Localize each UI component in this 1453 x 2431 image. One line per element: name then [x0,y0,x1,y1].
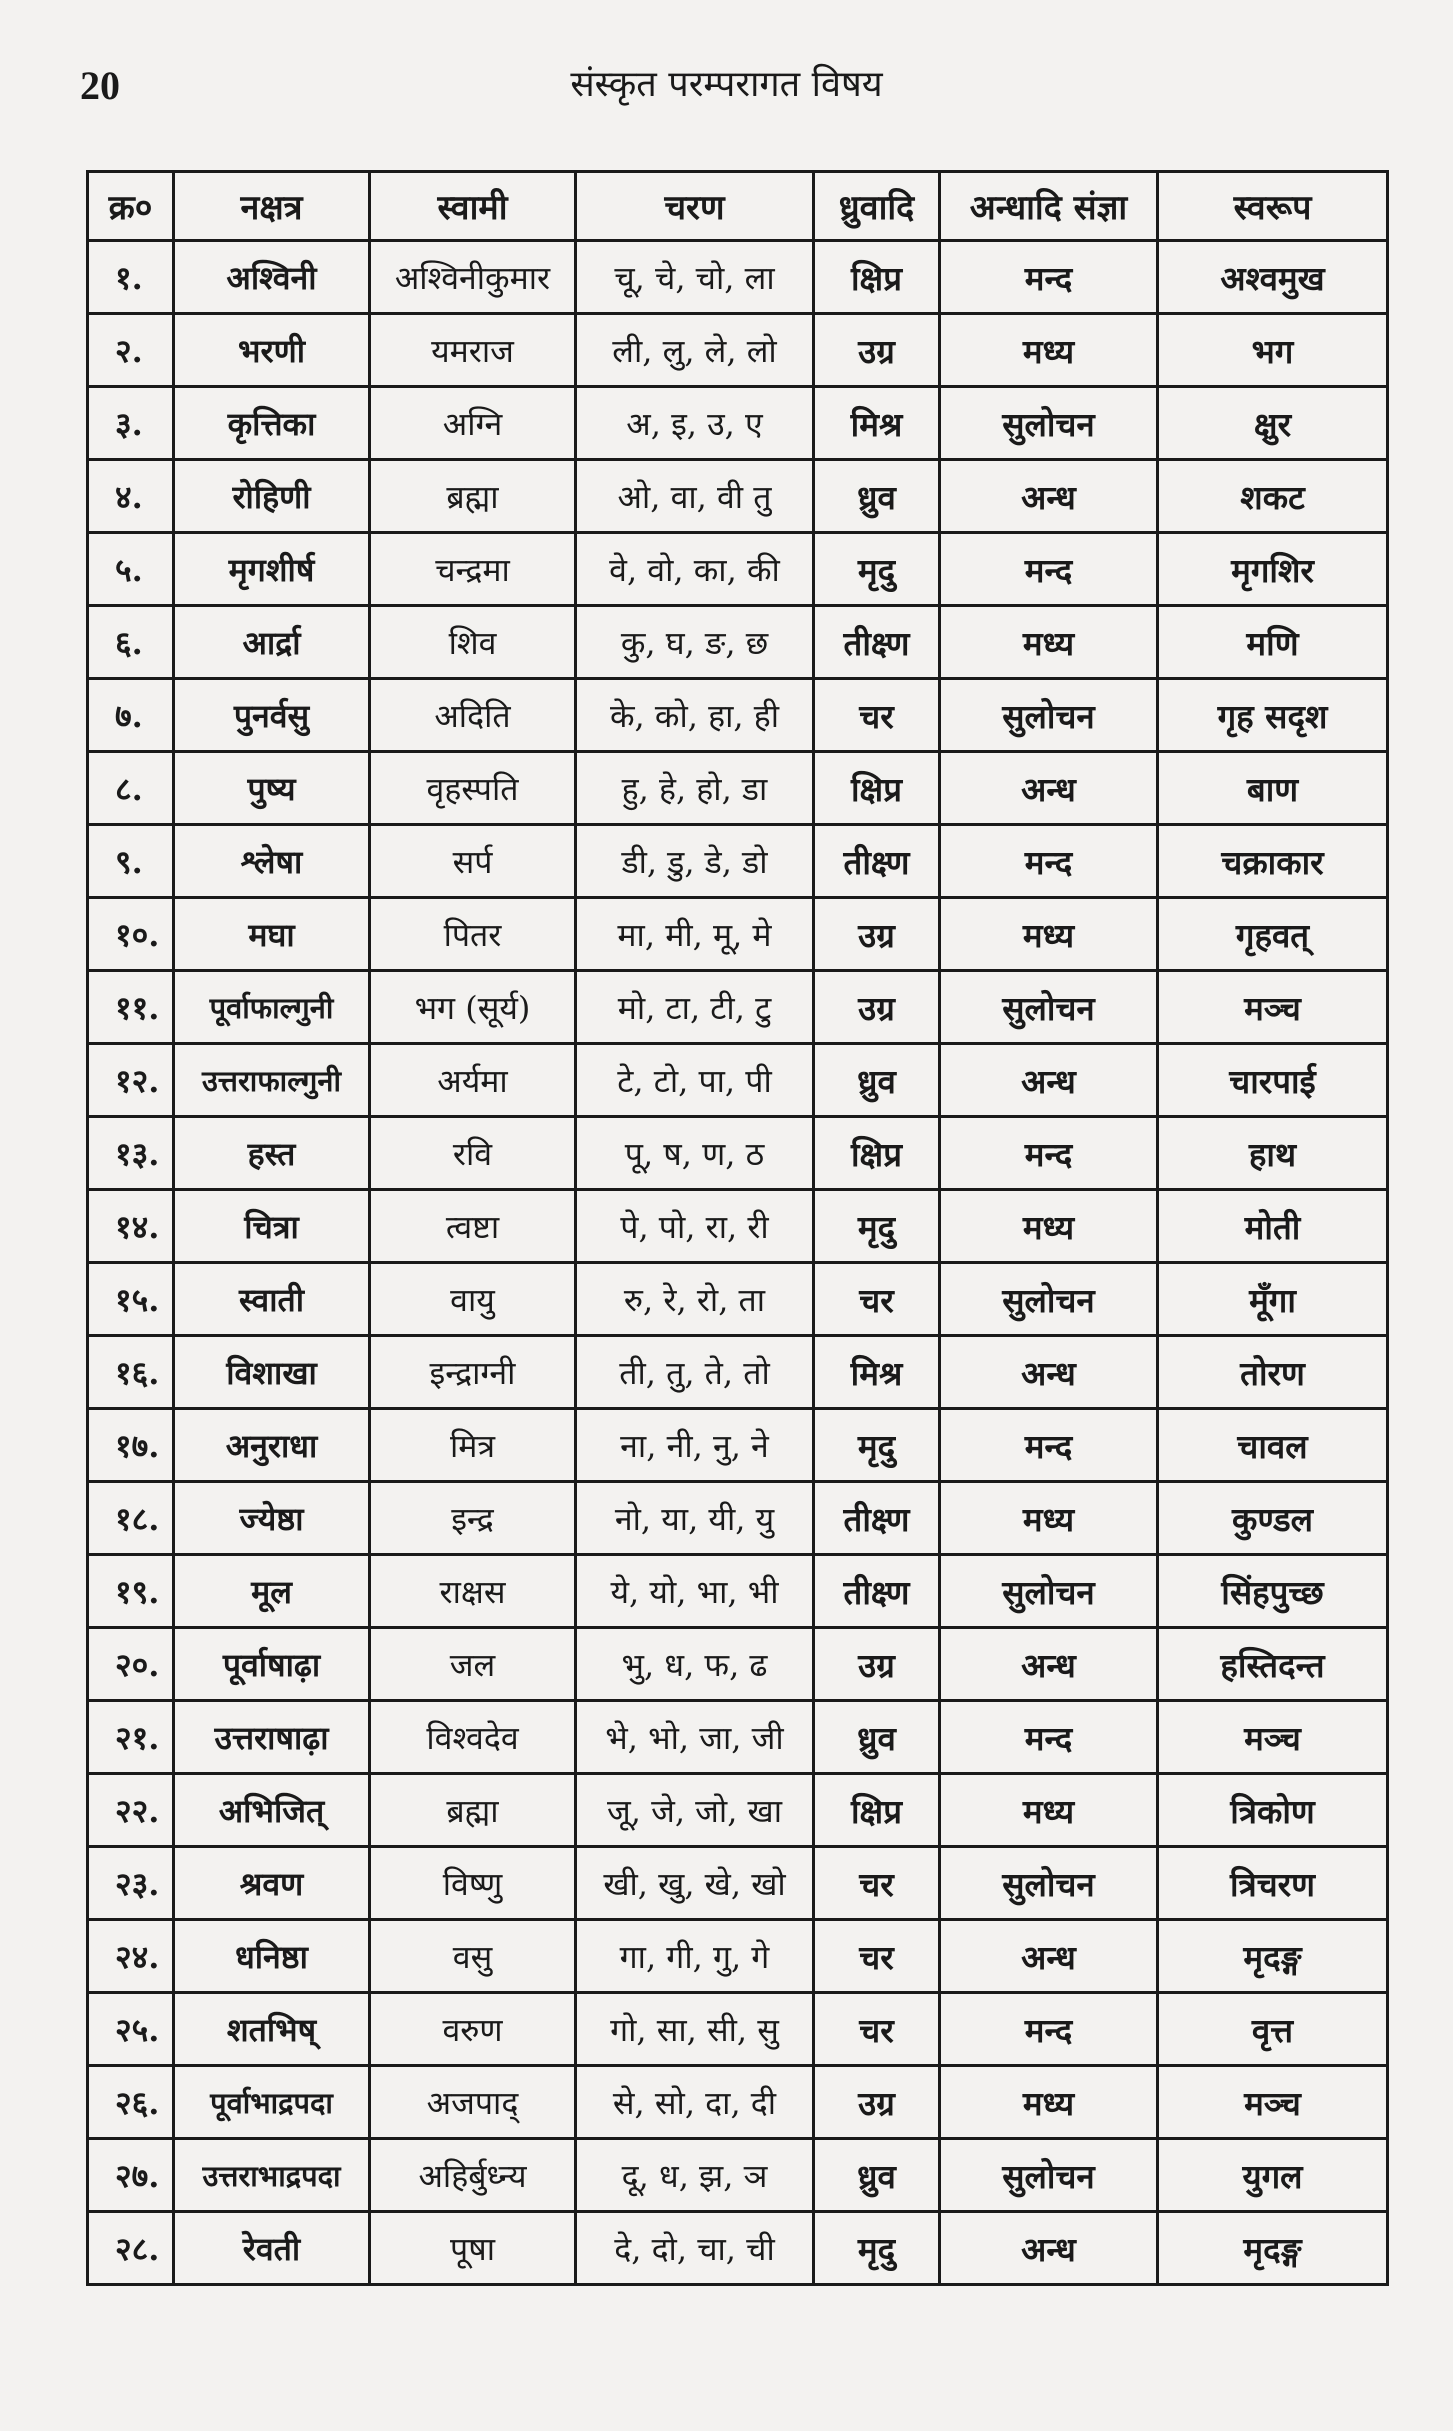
cell-swaroop: तोरण [1158,1336,1388,1409]
header-andhadi: अन्धादि संज्ञा [940,172,1158,241]
table-row [88,1701,1388,1774]
cell-swami: ब्रह्मा [370,1774,576,1847]
table-row [88,2212,1388,2285]
cell-nakshatra: पूर्वाभाद्रपदा [174,2066,370,2139]
cell-andhadi: सुलोचन [940,387,1158,460]
cell-serial: २६. [88,2066,174,2139]
cell-dhruvadi: मृदु [814,2212,940,2285]
cell-nakshatra: मूल [174,1555,370,1628]
cell-andhadi: मन्द [940,825,1158,898]
cell-swaroop: त्रिचरण [1158,1847,1388,1920]
cell-serial: २०. [88,1628,174,1701]
cell-nakshatra: पूर्वाषाढ़ा [174,1628,370,1701]
cell-swami: अदिति [370,679,576,752]
cell-swami: अहिर्बुध्न्य [370,2139,576,2212]
cell-serial: १७. [88,1409,174,1482]
cell-charan: ना, नी, नु, ने [576,1409,814,1482]
cell-dhruvadi: तीक्ष्ण [814,606,940,679]
cell-dhruvadi: मृदु [814,533,940,606]
cell-charan: गा, गी, गु, गे [576,1920,814,1993]
table-row [88,971,1388,1044]
cell-andhadi: मध्य [940,1774,1158,1847]
cell-andhadi: मन्द [940,1993,1158,2066]
table-row [88,1409,1388,1482]
table-row [88,314,1388,387]
cell-nakshatra: अश्विनी [174,241,370,314]
cell-nakshatra: आर्द्रा [174,606,370,679]
cell-nakshatra: अनुराधा [174,1409,370,1482]
table-row [88,241,1388,314]
cell-andhadi: मन्द [940,1409,1158,1482]
cell-swami: जल [370,1628,576,1701]
cell-charan: ओ, वा, वी तु [576,460,814,533]
cell-serial: ७. [88,679,174,752]
cell-serial: १९. [88,1555,174,1628]
cell-serial: २८. [88,2212,174,2285]
cell-nakshatra: हस्त [174,1117,370,1190]
cell-nakshatra: उत्तराभाद्रपदा [174,2139,370,2212]
cell-swami: अजपाद् [370,2066,576,2139]
cell-serial: १५. [88,1263,174,1336]
cell-swami: पूषा [370,2212,576,2285]
cell-dhruvadi: तीक्ष्ण [814,825,940,898]
header-swaroop: स्वरूप [1158,172,1388,241]
cell-swaroop: भग [1158,314,1388,387]
table-header-row [88,172,1388,241]
cell-andhadi: अन्ध [940,1920,1158,1993]
header-nakshatra: नक्षत्र [174,172,370,241]
cell-nakshatra: मघा [174,898,370,971]
cell-swaroop: मृदङ्ग [1158,2212,1388,2285]
cell-serial: २१. [88,1701,174,1774]
cell-andhadi: सुलोचन [940,1555,1158,1628]
cell-dhruvadi: ध्रुव [814,2139,940,2212]
cell-swaroop: चावल [1158,1409,1388,1482]
cell-andhadi: अन्ध [940,752,1158,825]
table-row [88,460,1388,533]
cell-swaroop: बाण [1158,752,1388,825]
cell-charan: भे, भो, जा, जी [576,1701,814,1774]
table-row [88,1044,1388,1117]
cell-nakshatra: उत्तराषाढ़ा [174,1701,370,1774]
cell-dhruvadi: उग्र [814,971,940,1044]
cell-charan: जू, जे, जो, खा [576,1774,814,1847]
cell-serial: १४. [88,1190,174,1263]
cell-swami: अग्नि [370,387,576,460]
table-row [88,825,1388,898]
cell-andhadi: मन्द [940,1117,1158,1190]
cell-serial: १८. [88,1482,174,1555]
cell-swaroop: वृत्त [1158,1993,1388,2066]
table-row [88,679,1388,752]
cell-charan: अ, इ, उ, ए [576,387,814,460]
cell-charan: हु, हे, हो, डा [576,752,814,825]
cell-charan: के, को, हा, ही [576,679,814,752]
cell-serial: २५. [88,1993,174,2066]
cell-swami: इन्द्राग्नी [370,1336,576,1409]
cell-serial: १३. [88,1117,174,1190]
running-head: संस्कृत परम्परागत विषय [570,64,883,105]
cell-andhadi: सुलोचन [940,1263,1158,1336]
table-row [88,1263,1388,1336]
cell-swaroop: मृगशिर [1158,533,1388,606]
cell-swami: भग (सूर्य) [370,971,576,1044]
cell-serial: १६. [88,1336,174,1409]
cell-serial: ९. [88,825,174,898]
cell-dhruvadi: चर [814,1920,940,1993]
cell-swaroop: हस्तिदन्त [1158,1628,1388,1701]
cell-nakshatra: पूर्वाफाल्गुनी [174,971,370,1044]
cell-nakshatra: उत्तराफाल्गुनी [174,1044,370,1117]
header-swami: स्वामी [370,172,576,241]
cell-nakshatra: रेवती [174,2212,370,2285]
cell-serial: १. [88,241,174,314]
cell-swami: इन्द्र [370,1482,576,1555]
cell-swami: वरुण [370,1993,576,2066]
cell-swami: मित्र [370,1409,576,1482]
cell-swaroop: मृदङ्ग [1158,1920,1388,1993]
cell-nakshatra: अभिजित् [174,1774,370,1847]
cell-andhadi: सुलोचन [940,971,1158,1044]
cell-charan: ती, तु, ते, तो [576,1336,814,1409]
header-dhruvadi: ध्रुवादि [814,172,940,241]
table-row [88,1993,1388,2066]
cell-dhruvadi: चर [814,1263,940,1336]
cell-serial: ३. [88,387,174,460]
table-row [88,1117,1388,1190]
cell-serial: २. [88,314,174,387]
cell-charan: चू, चे, चो, ला [576,241,814,314]
cell-nakshatra: धनिष्ठा [174,1920,370,1993]
cell-swami: चन्द्रमा [370,533,576,606]
cell-swami: ब्रह्मा [370,460,576,533]
cell-nakshatra: विशाखा [174,1336,370,1409]
cell-charan: भु, ध, फ, ढ [576,1628,814,1701]
cell-dhruvadi: ध्रुव [814,1701,940,1774]
cell-dhruvadi: चर [814,679,940,752]
cell-dhruvadi: चर [814,1993,940,2066]
cell-charan: नो, या, यी, यु [576,1482,814,1555]
cell-swaroop: मणि [1158,606,1388,679]
cell-charan: रु, रे, रो, ता [576,1263,814,1336]
cell-andhadi: सुलोचन [940,679,1158,752]
cell-charan: ये, यो, भा, भी [576,1555,814,1628]
cell-swaroop: मोती [1158,1190,1388,1263]
nakshatra-table-container [86,170,1386,2286]
cell-andhadi: अन्ध [940,1336,1158,1409]
cell-nakshatra: शतभिष् [174,1993,370,2066]
header-charan: चरण [576,172,814,241]
cell-nakshatra: पुष्य [174,752,370,825]
cell-swaroop: गृह सदृश [1158,679,1388,752]
cell-dhruvadi: मृदु [814,1190,940,1263]
cell-swaroop: मञ्च [1158,1701,1388,1774]
cell-nakshatra: ज्येष्ठा [174,1482,370,1555]
cell-serial: ५. [88,533,174,606]
table-row [88,898,1388,971]
cell-dhruvadi: उग्र [814,898,940,971]
table-row [88,1920,1388,1993]
table-row [88,606,1388,679]
cell-andhadi: मन्द [940,1701,1158,1774]
cell-dhruvadi: उग्र [814,2066,940,2139]
cell-swami: वृहस्पति [370,752,576,825]
cell-dhruvadi: क्षिप्र [814,1117,940,1190]
cell-swami: विष्णु [370,1847,576,1920]
header-serial: क्र० [88,172,174,241]
cell-serial: ८. [88,752,174,825]
cell-swami: वसु [370,1920,576,1993]
cell-nakshatra: पुनर्वसु [174,679,370,752]
cell-charan: मो, टा, टी, टु [576,971,814,1044]
cell-dhruvadi: तीक्ष्ण [814,1555,940,1628]
cell-dhruvadi: ध्रुव [814,460,940,533]
cell-andhadi: मध्य [940,1482,1158,1555]
cell-charan: वे, वो, का, की [576,533,814,606]
table-row [88,1847,1388,1920]
cell-swaroop: मञ्च [1158,2066,1388,2139]
cell-dhruvadi: चर [814,1847,940,1920]
cell-charan: पू, ष, ण, ठ [576,1117,814,1190]
cell-dhruvadi: ध्रुव [814,1044,940,1117]
cell-serial: २३. [88,1847,174,1920]
table-row [88,387,1388,460]
cell-andhadi: मन्द [940,241,1158,314]
cell-andhadi: मन्द [940,533,1158,606]
cell-swaroop: चक्राकार [1158,825,1388,898]
cell-serial: ६. [88,606,174,679]
cell-serial: ११. [88,971,174,1044]
cell-andhadi: मध्य [940,2066,1158,2139]
cell-swami: रवि [370,1117,576,1190]
cell-andhadi: मध्य [940,606,1158,679]
cell-swaroop: कुण्डल [1158,1482,1388,1555]
cell-andhadi: अन्ध [940,1628,1158,1701]
table-row [88,1628,1388,1701]
cell-swaroop: क्षुर [1158,387,1388,460]
page-number: 20 [80,63,120,108]
cell-nakshatra: रोहिणी [174,460,370,533]
table-row [88,1190,1388,1263]
cell-nakshatra: चित्रा [174,1190,370,1263]
cell-serial: २४. [88,1920,174,1993]
cell-swaroop: मूँगा [1158,1263,1388,1336]
cell-charan: से, सो, दा, दी [576,2066,814,2139]
cell-swaroop: गृहवत् [1158,898,1388,971]
cell-charan: दे, दो, चा, ची [576,2212,814,2285]
cell-nakshatra: भरणी [174,314,370,387]
table-body [88,241,1388,2285]
cell-nakshatra: श्लेषा [174,825,370,898]
cell-swami: त्वष्टा [370,1190,576,1263]
cell-charan: डी, डु, डे, डो [576,825,814,898]
cell-charan: गो, सा, सी, सु [576,1993,814,2066]
table-row [88,1336,1388,1409]
cell-swaroop: मञ्च [1158,971,1388,1044]
nakshatra-table [86,170,1389,2286]
cell-swaroop: त्रिकोण [1158,1774,1388,1847]
cell-swami: राक्षस [370,1555,576,1628]
cell-swami: सर्प [370,825,576,898]
cell-dhruvadi: क्षिप्र [814,752,940,825]
cell-swami: पितर [370,898,576,971]
cell-dhruvadi: क्षिप्र [814,1774,940,1847]
cell-charan: पे, पो, रा, री [576,1190,814,1263]
cell-charan: कु, घ, ङ, छ [576,606,814,679]
cell-nakshatra: मृगशीर्ष [174,533,370,606]
cell-charan: ली, लु, ले, लो [576,314,814,387]
cell-serial: १२. [88,1044,174,1117]
cell-swami: शिव [370,606,576,679]
cell-swaroop: अश्वमुख [1158,241,1388,314]
cell-dhruvadi: मिश्र [814,387,940,460]
cell-charan: मा, मी, मू, मे [576,898,814,971]
cell-swami: अर्यमा [370,1044,576,1117]
cell-serial: २७. [88,2139,174,2212]
cell-andhadi: सुलोचन [940,2139,1158,2212]
table-row [88,533,1388,606]
table-row [88,2066,1388,2139]
table-row [88,1482,1388,1555]
cell-andhadi: मध्य [940,1190,1158,1263]
cell-andhadi: सुलोचन [940,1847,1158,1920]
cell-swaroop: सिंहपुच्छ [1158,1555,1388,1628]
cell-swaroop: शकट [1158,460,1388,533]
cell-andhadi: अन्ध [940,460,1158,533]
cell-dhruvadi: तीक्ष्ण [814,1482,940,1555]
cell-andhadi: मध्य [940,898,1158,971]
cell-nakshatra: कृत्तिका [174,387,370,460]
cell-dhruvadi: उग्र [814,314,940,387]
cell-nakshatra: श्रवण [174,1847,370,1920]
cell-swaroop: चारपाई [1158,1044,1388,1117]
cell-dhruvadi: मृदु [814,1409,940,1482]
cell-serial: २२. [88,1774,174,1847]
cell-dhruvadi: उग्र [814,1628,940,1701]
cell-swami: विश्वदेव [370,1701,576,1774]
cell-charan: खी, खु, खे, खो [576,1847,814,1920]
cell-swaroop: युगल [1158,2139,1388,2212]
cell-serial: १०. [88,898,174,971]
cell-andhadi: अन्ध [940,1044,1158,1117]
cell-charan: टे, टो, पा, पी [576,1044,814,1117]
table-row [88,1555,1388,1628]
cell-charan: दू, ध, झ, ञ [576,2139,814,2212]
cell-nakshatra: स्वाती [174,1263,370,1336]
cell-andhadi: अन्ध [940,2212,1158,2285]
cell-dhruvadi: मिश्र [814,1336,940,1409]
cell-swaroop: हाथ [1158,1117,1388,1190]
cell-andhadi: मध्य [940,314,1158,387]
cell-swami: वायु [370,1263,576,1336]
cell-serial: ४. [88,460,174,533]
table-row [88,1774,1388,1847]
table-row [88,2139,1388,2212]
table-row [88,752,1388,825]
cell-dhruvadi: क्षिप्र [814,241,940,314]
cell-swami: अश्विनीकुमार [370,241,576,314]
cell-swami: यमराज [370,314,576,387]
